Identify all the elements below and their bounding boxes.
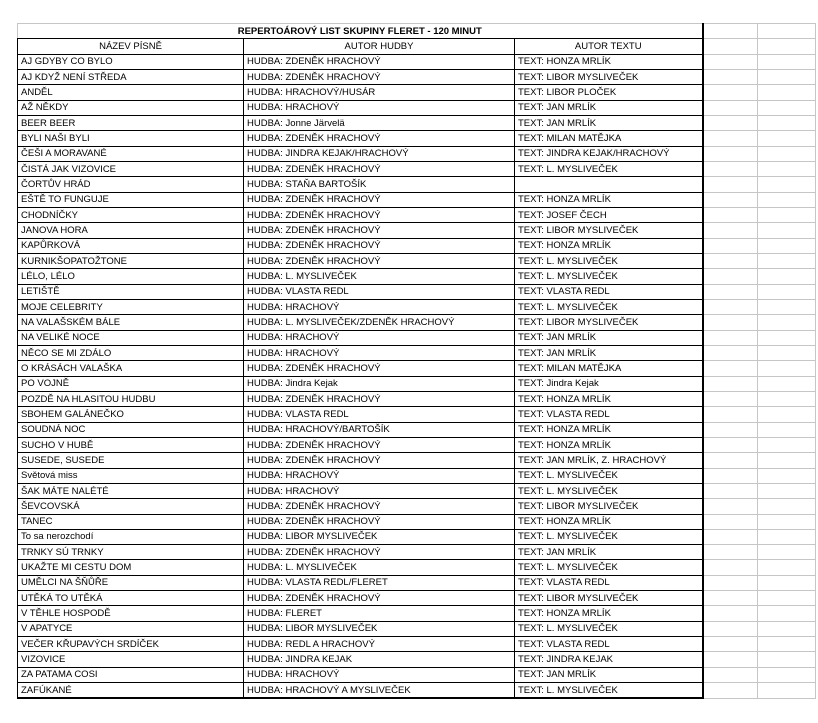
- empty-cell: [758, 575, 816, 590]
- lyrics-author-cell: TEXT: JAN MRLÍK: [515, 330, 703, 345]
- table-row: [18, 437, 816, 452]
- song-title-cell: KAPŮRKOVÁ: [18, 238, 244, 253]
- table-row: [18, 545, 816, 560]
- empty-cell: [758, 69, 816, 84]
- music-author-cell: HUDBA: LIBOR MYSLIVEČEK: [244, 529, 515, 544]
- music-author-cell: HUDBA: Jonne Järvelä: [244, 115, 515, 130]
- lyrics-author-cell: TEXT: L. MYSLIVEČEK: [515, 269, 703, 284]
- empty-cell: [758, 253, 816, 268]
- empty-cell: [703, 269, 758, 284]
- empty-cell: [703, 560, 758, 575]
- repertoire-table: [17, 23, 816, 699]
- empty-cell: [703, 54, 758, 69]
- table-row: [18, 391, 816, 406]
- table-row: [18, 223, 816, 238]
- music-author-cell: HUDBA: L. MYSLIVEČEK/ZDENĚK HRACHOVÝ: [244, 315, 515, 330]
- music-author-cell: HUDBA: VLASTA REDL: [244, 407, 515, 422]
- music-author-cell: HUDBA: JINDRA KEJAK: [244, 652, 515, 667]
- song-title-cell: TRNKY SÚ TRNKY: [18, 545, 244, 560]
- empty-cell: [703, 115, 758, 130]
- music-author-cell: HUDBA: HRACHOVÝ: [244, 330, 515, 345]
- table-row: [18, 652, 816, 667]
- table-row: [18, 131, 816, 146]
- empty-cell: [758, 499, 816, 514]
- song-title-cell: SOUDNÁ NOC: [18, 422, 244, 437]
- song-title-cell: LÉLO, LÉLO: [18, 269, 244, 284]
- song-title-cell: ANDĚL: [18, 85, 244, 100]
- empty-cell: [758, 606, 816, 621]
- empty-cell: [758, 391, 816, 406]
- empty-cell: [703, 514, 758, 529]
- empty-cell: [703, 238, 758, 253]
- empty-cell: [758, 621, 816, 636]
- empty-cell: [703, 468, 758, 483]
- lyrics-author-cell: TEXT: JINDRA KEJAK: [515, 652, 703, 667]
- lyrics-author-cell: TEXT: Jindra Kejak: [515, 376, 703, 391]
- song-title-cell: CHODNÍČKY: [18, 207, 244, 222]
- empty-cell: [758, 223, 816, 238]
- lyrics-author-cell: TEXT: JOSEF ČECH: [515, 207, 703, 222]
- empty-cell: [758, 207, 816, 222]
- song-title-cell: AJ GDYBY CO BYLO: [18, 54, 244, 69]
- empty-cell: [758, 24, 816, 39]
- lyrics-author-cell: TEXT: MILAN MATĚJKA: [515, 131, 703, 146]
- table-row: [18, 621, 816, 636]
- song-title-cell: SUCHO V HUBĚ: [18, 437, 244, 452]
- empty-cell: [758, 407, 816, 422]
- empty-cell: [758, 100, 816, 115]
- table-row: [18, 330, 816, 345]
- music-author-cell: HUDBA: L. MYSLIVEČEK: [244, 560, 515, 575]
- song-title-cell: MOJE CELEBRITY: [18, 299, 244, 314]
- table-row: [18, 468, 816, 483]
- music-author-cell: HUDBA: REDL A HRACHOVÝ: [244, 637, 515, 652]
- title-row: [18, 24, 816, 39]
- song-title-cell: SUSEDE, SUSEDE: [18, 453, 244, 468]
- lyrics-author-cell: TEXT: JINDRA KEJAK/HRACHOVÝ: [515, 146, 703, 161]
- music-author-cell: HUDBA: LIBOR MYSLIVEČEK: [244, 621, 515, 636]
- empty-cell: [703, 483, 758, 498]
- lyrics-author-cell: TEXT: L. MYSLIVEČEK: [515, 621, 703, 636]
- sheet-title: REPERTOÁROVÝ LIST SKUPINY FLERET - 120 MINUT: [18, 24, 703, 39]
- music-author-cell: HUDBA: ZDENĚK HRACHOVÝ: [244, 437, 515, 452]
- empty-cell: [703, 407, 758, 422]
- empty-cell: [703, 453, 758, 468]
- empty-cell: [703, 575, 758, 590]
- song-title-cell: ČORTŮV HRÁD: [18, 177, 244, 192]
- lyrics-author-cell: TEXT: HONZA MRLÍK: [515, 514, 703, 529]
- empty-cell: [703, 223, 758, 238]
- music-author-cell: HUDBA: HRACHOVÝ: [244, 468, 515, 483]
- table-row: [18, 514, 816, 529]
- empty-cell: [758, 483, 816, 498]
- music-author-cell: HUDBA: ZDENĚK HRACHOVÝ: [244, 391, 515, 406]
- lyrics-author-cell: TEXT: MILAN MATĚJKA: [515, 361, 703, 376]
- empty-cell: [758, 177, 816, 192]
- table-row: [18, 422, 816, 437]
- song-title-cell: AŽ NĚKDY: [18, 100, 244, 115]
- empty-cell: [758, 315, 816, 330]
- song-title-cell: ČEŠI A MORAVANÉ: [18, 146, 244, 161]
- table-row: [18, 269, 816, 284]
- table-row: [18, 667, 816, 682]
- table-row: [18, 361, 816, 376]
- lyrics-author-cell: TEXT: L. MYSLIVEČEK: [515, 253, 703, 268]
- table-row: [18, 177, 816, 192]
- song-title-cell: UKAŽTE MI CESTU DOM: [18, 560, 244, 575]
- song-title-cell: POZDĚ NA HLASITOU HUDBU: [18, 391, 244, 406]
- empty-cell: [703, 376, 758, 391]
- empty-cell: [703, 39, 758, 54]
- music-author-cell: HUDBA: ZDENĚK HRACHOVÝ: [244, 192, 515, 207]
- music-author-cell: HUDBA: L. MYSLIVEČEK: [244, 269, 515, 284]
- table-row: [18, 238, 816, 253]
- table-row: [18, 606, 816, 621]
- song-title-cell: UTĚKÁ TO UTĚKÁ: [18, 591, 244, 606]
- empty-cell: [758, 192, 816, 207]
- song-title-cell: EŠTĚ TO FUNGUJE: [18, 192, 244, 207]
- empty-cell: [758, 529, 816, 544]
- empty-cell: [703, 545, 758, 560]
- empty-cell: [703, 146, 758, 161]
- table-row: [18, 69, 816, 84]
- lyrics-author-cell: TEXT: L. MYSLIVEČEK: [515, 529, 703, 544]
- lyrics-author-cell: TEXT: LIBOR PLOČEK: [515, 85, 703, 100]
- music-author-cell: HUDBA: HRACHOVÝ A MYSLIVEČEK: [244, 683, 515, 699]
- lyrics-author-cell: TEXT: JAN MRLÍK: [515, 545, 703, 560]
- music-author-cell: HUDBA: ZDENĚK HRACHOVÝ: [244, 499, 515, 514]
- music-author-cell: HUDBA: HRACHOVÝ/HUSÁR: [244, 85, 515, 100]
- lyrics-author-cell: TEXT: LIBOR MYSLIVEČEK: [515, 591, 703, 606]
- table-row: [18, 115, 816, 130]
- music-author-cell: HUDBA: HRACHOVÝ/BARTOŠÍK: [244, 422, 515, 437]
- empty-cell: [758, 361, 816, 376]
- empty-cell: [758, 39, 816, 54]
- lyrics-author-cell: TEXT: LIBOR MYSLIVEČEK: [515, 315, 703, 330]
- table-row: [18, 683, 816, 699]
- lyrics-author-cell: TEXT: VLASTA REDL: [515, 284, 703, 299]
- empty-cell: [703, 299, 758, 314]
- empty-cell: [758, 545, 816, 560]
- song-title-cell: ZA PATAMA COSI: [18, 667, 244, 682]
- song-title-cell: O KRÁSÁCH VALAŠKA: [18, 361, 244, 376]
- lyrics-author-cell: TEXT: LIBOR MYSLIVEČEK: [515, 499, 703, 514]
- table-row: [18, 453, 816, 468]
- lyrics-author-cell: TEXT: VLASTA REDL: [515, 575, 703, 590]
- table-row: [18, 85, 816, 100]
- empty-cell: [758, 115, 816, 130]
- table-row: [18, 637, 816, 652]
- music-author-cell: HUDBA: ZDENĚK HRACHOVÝ: [244, 161, 515, 176]
- lyrics-author-cell: TEXT: JAN MRLÍK: [515, 115, 703, 130]
- empty-cell: [703, 606, 758, 621]
- table-row: [18, 100, 816, 115]
- empty-cell: [758, 683, 816, 699]
- table-row: [18, 146, 816, 161]
- table-row: [18, 560, 816, 575]
- song-title-cell: NĚCO SE MI ZDÁLO: [18, 345, 244, 360]
- empty-cell: [758, 652, 816, 667]
- song-title-cell: ČISTÁ JAK VIZOVICE: [18, 161, 244, 176]
- empty-cell: [703, 177, 758, 192]
- song-title-cell: BEER BEER: [18, 115, 244, 130]
- music-author-cell: HUDBA: HRACHOVÝ: [244, 483, 515, 498]
- music-author-cell: HUDBA: ZDENĚK HRACHOVÝ: [244, 453, 515, 468]
- music-author-cell: HUDBA: HRACHOVÝ: [244, 100, 515, 115]
- lyrics-author-cell: TEXT: VLASTA REDL: [515, 637, 703, 652]
- music-author-cell: HUDBA: ZDENĚK HRACHOVÝ: [244, 69, 515, 84]
- lyrics-author-cell: [515, 177, 703, 192]
- table-row: [18, 499, 816, 514]
- empty-cell: [758, 238, 816, 253]
- music-author-cell: HUDBA: ZDENĚK HRACHOVÝ: [244, 238, 515, 253]
- empty-cell: [703, 621, 758, 636]
- empty-cell: [758, 54, 816, 69]
- music-author-cell: HUDBA: HRACHOVÝ: [244, 667, 515, 682]
- table-row: [18, 483, 816, 498]
- lyrics-author-cell: TEXT: JAN MRLÍK: [515, 100, 703, 115]
- column-header-lyrics-author: AUTOR TEXTU: [515, 39, 703, 54]
- empty-cell: [758, 330, 816, 345]
- empty-cell: [703, 253, 758, 268]
- empty-cell: [703, 207, 758, 222]
- lyrics-author-cell: TEXT: L. MYSLIVEČEK: [515, 683, 703, 699]
- lyrics-author-cell: TEXT: L. MYSLIVEČEK: [515, 299, 703, 314]
- music-author-cell: HUDBA: JINDRA KEJAK/HRACHOVÝ: [244, 146, 515, 161]
- empty-cell: [758, 637, 816, 652]
- empty-cell: [758, 284, 816, 299]
- table-row: [18, 284, 816, 299]
- lyrics-author-cell: TEXT: HONZA MRLÍK: [515, 54, 703, 69]
- header-row: [18, 39, 816, 54]
- lyrics-author-cell: TEXT: L. MYSLIVEČEK: [515, 560, 703, 575]
- empty-cell: [758, 299, 816, 314]
- lyrics-author-cell: TEXT: L. MYSLIVEČEK: [515, 483, 703, 498]
- empty-cell: [703, 437, 758, 452]
- table-row: [18, 529, 816, 544]
- song-title-cell: LETIŠTĚ: [18, 284, 244, 299]
- music-author-cell: HUDBA: HRACHOVÝ: [244, 345, 515, 360]
- empty-cell: [703, 529, 758, 544]
- song-title-cell: SBOHEM GALÁNEČKO: [18, 407, 244, 422]
- music-author-cell: HUDBA: STAŇA BARTOŠÍK: [244, 177, 515, 192]
- table-row: [18, 376, 816, 391]
- empty-cell: [703, 637, 758, 652]
- empty-cell: [758, 667, 816, 682]
- lyrics-author-cell: TEXT: HONZA MRLÍK: [515, 192, 703, 207]
- empty-cell: [703, 284, 758, 299]
- empty-cell: [758, 422, 816, 437]
- music-author-cell: HUDBA: ZDENĚK HRACHOVÝ: [244, 207, 515, 222]
- empty-cell: [703, 345, 758, 360]
- song-title-cell: PO VOJNĚ: [18, 376, 244, 391]
- music-author-cell: HUDBA: ZDENĚK HRACHOVÝ: [244, 54, 515, 69]
- empty-cell: [758, 376, 816, 391]
- empty-cell: [703, 100, 758, 115]
- lyrics-author-cell: TEXT: HONZA MRLÍK: [515, 238, 703, 253]
- song-title-cell: ZAFÚKANÉ: [18, 683, 244, 699]
- lyrics-author-cell: TEXT: JAN MRLÍK, Z. HRACHOVÝ: [515, 453, 703, 468]
- table-row: [18, 161, 816, 176]
- song-title-cell: NA VALAŠSKÉM BÁLE: [18, 315, 244, 330]
- lyrics-author-cell: TEXT: LIBOR MYSLIVEČEK: [515, 223, 703, 238]
- table-row: [18, 315, 816, 330]
- song-title-cell: V TĚHLE HOSPODĚ: [18, 606, 244, 621]
- song-title-cell: AJ KDYŽ NENÍ STŘEDA: [18, 69, 244, 84]
- empty-cell: [703, 192, 758, 207]
- empty-cell: [703, 361, 758, 376]
- empty-cell: [758, 345, 816, 360]
- empty-cell: [758, 560, 816, 575]
- song-title-cell: KURNIKŠOPATOŽTONE: [18, 253, 244, 268]
- song-title-cell: BYLI NAŠI BYLI: [18, 131, 244, 146]
- empty-cell: [703, 330, 758, 345]
- empty-cell: [758, 146, 816, 161]
- empty-cell: [758, 161, 816, 176]
- song-title-cell: Světová miss: [18, 468, 244, 483]
- music-author-cell: HUDBA: ZDENĚK HRACHOVÝ: [244, 131, 515, 146]
- empty-cell: [703, 24, 758, 39]
- lyrics-author-cell: TEXT: L. MYSLIVEČEK: [515, 468, 703, 483]
- column-header-song: NÁZEV PÍSNĚ: [18, 39, 244, 54]
- song-title-cell: NA VELIKÉ NOCE: [18, 330, 244, 345]
- lyrics-author-cell: TEXT: VLASTA REDL: [515, 407, 703, 422]
- song-title-cell: V APATYCE: [18, 621, 244, 636]
- empty-cell: [703, 683, 758, 699]
- empty-cell: [758, 514, 816, 529]
- empty-cell: [758, 453, 816, 468]
- lyrics-author-cell: TEXT: HONZA MRLÍK: [515, 391, 703, 406]
- column-header-music-author: AUTOR HUDBY: [244, 39, 515, 54]
- table-row: [18, 253, 816, 268]
- empty-cell: [703, 499, 758, 514]
- table-row: [18, 192, 816, 207]
- empty-cell: [703, 422, 758, 437]
- lyrics-author-cell: TEXT: JAN MRLÍK: [515, 345, 703, 360]
- music-author-cell: HUDBA: ZDENĚK HRACHOVÝ: [244, 545, 515, 560]
- empty-cell: [758, 269, 816, 284]
- empty-cell: [703, 315, 758, 330]
- empty-cell: [703, 161, 758, 176]
- empty-cell: [758, 437, 816, 452]
- empty-cell: [758, 591, 816, 606]
- table-row: [18, 591, 816, 606]
- music-author-cell: HUDBA: Jindra Kejak: [244, 376, 515, 391]
- song-title-cell: VIZOVICE: [18, 652, 244, 667]
- song-title-cell: VEČER KŘUPAVÝCH SRDÍČEK: [18, 637, 244, 652]
- empty-cell: [703, 667, 758, 682]
- music-author-cell: HUDBA: ZDENĚK HRACHOVÝ: [244, 361, 515, 376]
- table-row: [18, 345, 816, 360]
- song-title-cell: To sa nerozchodí: [18, 529, 244, 544]
- lyrics-author-cell: TEXT: LIBOR MYSLIVEČEK: [515, 69, 703, 84]
- lyrics-author-cell: TEXT: L. MYSLIVEČEK: [515, 161, 703, 176]
- lyrics-author-cell: TEXT: HONZA MRLÍK: [515, 606, 703, 621]
- song-title-cell: UMĚLCI NA ŠŇŮŘE: [18, 575, 244, 590]
- empty-cell: [758, 468, 816, 483]
- table-body: [18, 24, 816, 699]
- table-row: [18, 407, 816, 422]
- table-row: [18, 54, 816, 69]
- song-title-cell: JANOVA HORA: [18, 223, 244, 238]
- table-row: [18, 207, 816, 222]
- song-title-cell: ŠEVCOVSKÁ: [18, 499, 244, 514]
- music-author-cell: HUDBA: ZDENĚK HRACHOVÝ: [244, 223, 515, 238]
- empty-cell: [703, 131, 758, 146]
- music-author-cell: HUDBA: ZDENĚK HRACHOVÝ: [244, 253, 515, 268]
- empty-cell: [758, 85, 816, 100]
- empty-cell: [703, 69, 758, 84]
- music-author-cell: HUDBA: ZDENĚK HRACHOVÝ: [244, 514, 515, 529]
- empty-cell: [703, 85, 758, 100]
- music-author-cell: HUDBA: VLASTA REDL/FLERET: [244, 575, 515, 590]
- music-author-cell: HUDBA: VLASTA REDL: [244, 284, 515, 299]
- music-author-cell: HUDBA: FLERET: [244, 606, 515, 621]
- empty-cell: [703, 652, 758, 667]
- table-row: [18, 299, 816, 314]
- table-row: [18, 575, 816, 590]
- lyrics-author-cell: TEXT: JAN MRLÍK: [515, 667, 703, 682]
- lyrics-author-cell: TEXT: HONZA MRLÍK: [515, 422, 703, 437]
- empty-cell: [703, 391, 758, 406]
- music-author-cell: HUDBA: HRACHOVÝ: [244, 299, 515, 314]
- song-title-cell: ŠAK MÁTE NALÉTÉ: [18, 483, 244, 498]
- empty-cell: [703, 591, 758, 606]
- song-title-cell: TANEC: [18, 514, 244, 529]
- lyrics-author-cell: TEXT: HONZA MRLÍK: [515, 437, 703, 452]
- empty-cell: [758, 131, 816, 146]
- music-author-cell: HUDBA: ZDENĚK HRACHOVÝ: [244, 591, 515, 606]
